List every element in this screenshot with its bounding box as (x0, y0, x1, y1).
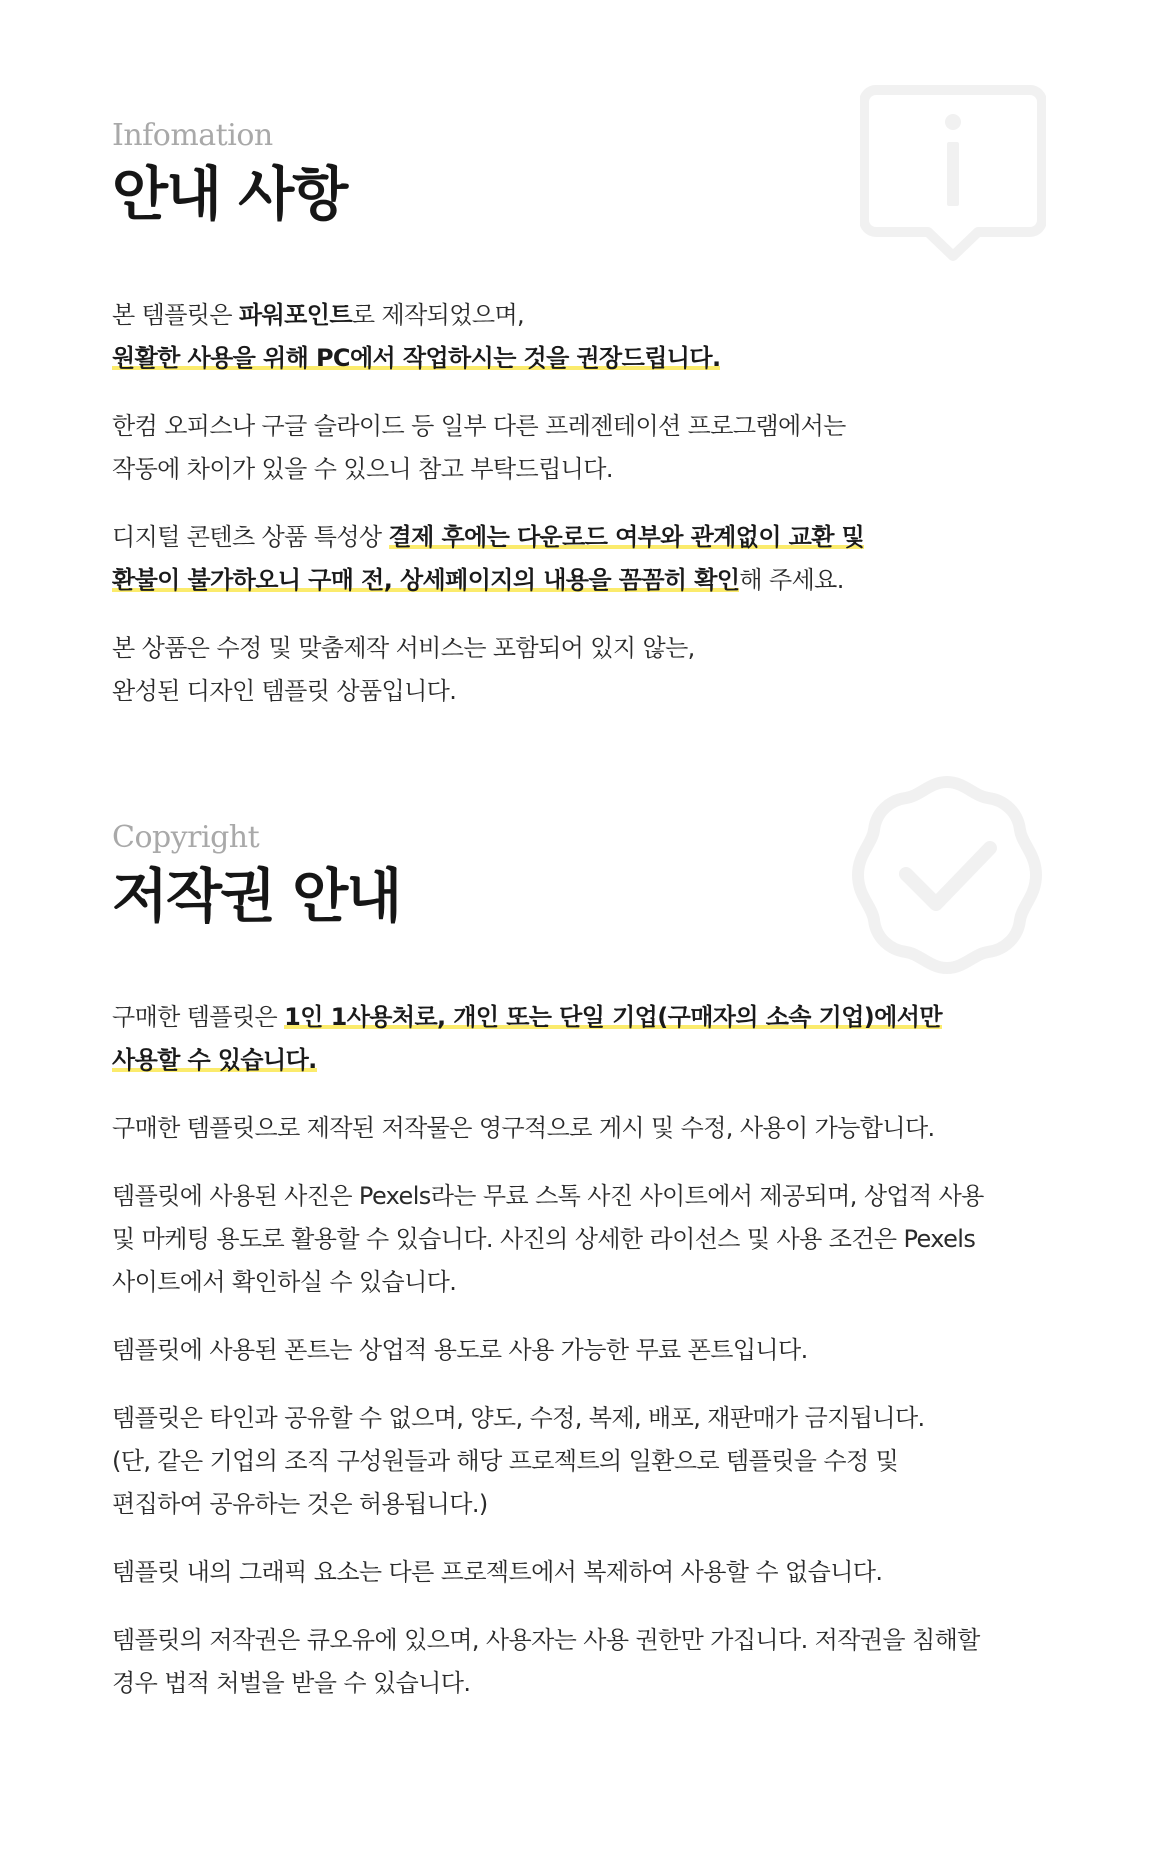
text-line: 템플릿에 사용된 사진은 Pexels라는 무료 스톡 사진 사이트에서 제공되며, 상업적 사용 (112, 1182, 984, 1210)
highlighted-text: 결제 후에는 다운로드 여부와 관계없이 교환 및 (388, 523, 865, 551)
highlighted-text: 사용할 수 있습니다. (112, 1046, 317, 1074)
copyright-title: 저작권 안내 (112, 862, 401, 930)
info-paragraph-4 (112, 627, 1072, 713)
copyright-paragraph-2 (112, 1107, 1072, 1150)
highlighted-text: 1인 1사용처로, 개인 또는 단일 기업(구매자의 소속 기업)에서만 (284, 1003, 942, 1031)
text-line: 템플릿에 사용된 폰트는 상업적 용도로 사용 가능한 무료 폰트입니다. (112, 1336, 808, 1364)
copyright-paragraph-4 (112, 1329, 1072, 1372)
text-line: 구매한 템플릿으로 제작된 저작물은 영구적으로 게시 및 수정, 사용이 가능합니다. (112, 1114, 935, 1142)
text-line: 작동에 차이가 있을 수 있으니 참고 부탁드립니다. (112, 455, 613, 483)
text-line: 경우 법적 처벌을 받을 수 있습니다. (112, 1669, 471, 1697)
info-paragraph-2 (112, 405, 1072, 491)
text-run: 디지털 콘텐츠 상품 특성상 (112, 523, 389, 551)
copyright-section (112, 820, 1072, 1730)
info-eyebrow: Infomation (112, 118, 273, 153)
copyright-paragraph-5 (112, 1397, 1072, 1526)
text-line (112, 294, 1072, 337)
text-line: (단, 같은 기업의 조직 구성원들과 해당 프로젝트의 일환으로 템플릿을 수정 및 (112, 1447, 899, 1475)
text-run: 구매한 템플릿은 (112, 1003, 285, 1031)
text-line: 본 상품은 수정 및 맞춤제작 서비스는 포함되어 있지 않는, (112, 634, 695, 662)
info-paragraph-3 (112, 516, 1072, 602)
info-paragraph-1 (112, 294, 1072, 380)
text-run: 본 템플릿은 (112, 301, 239, 329)
text-line: 사이트에서 확인하실 수 있습니다. (112, 1268, 457, 1296)
bold-text: 파워포인트 (238, 301, 352, 329)
text-line (112, 337, 1072, 380)
highlighted-text: 원활한 사용을 위해 PC에서 작업하시는 것을 권장드립니다. (112, 344, 721, 372)
copyright-paragraph-7 (112, 1619, 1072, 1705)
copyright-eyebrow: Copyright (112, 820, 260, 855)
text-line: 편집하여 공유하는 것은 허용됩니다.) (112, 1490, 488, 1518)
text-run: 해 주세요. (739, 566, 844, 594)
text-line (112, 516, 1072, 559)
info-title: 안내 사항 (112, 160, 347, 228)
text-line: 템플릿 내의 그래픽 요소는 다른 프로젝트에서 복제하여 사용할 수 없습니다. (112, 1558, 883, 1586)
copyright-paragraph-1 (112, 996, 1072, 1082)
text-run: 로 제작되었으며, (351, 301, 525, 329)
text-line (112, 559, 1072, 602)
copyright-paragraph-6 (112, 1551, 1072, 1594)
text-line: 템플릿은 타인과 공유할 수 없으며, 양도, 수정, 복제, 배포, 재판매가 금지됩니다. (112, 1404, 925, 1432)
highlighted-text: 환불이 불가하오니 구매 전, 상세페이지의 내용을 꼼꼼히 확인 (112, 566, 740, 594)
text-line: 템플릿의 저작권은 큐오유에 있으며, 사용자는 사용 권한만 가집니다. 저작권을 침해할 (112, 1626, 980, 1654)
text-line: 및 마케팅 용도로 활용할 수 있습니다. 사진의 상세한 라이선스 및 사용 조건은 Pexels (112, 1225, 976, 1253)
info-section (112, 118, 1072, 738)
text-line: 완성된 디자인 템플릿 상품입니다. (112, 677, 457, 705)
text-line (112, 996, 1072, 1039)
info-body (112, 294, 1072, 713)
text-line: 한컴 오피스나 구글 슬라이드 등 일부 다른 프레젠테이션 프로그램에서는 (112, 412, 846, 440)
copyright-body (112, 996, 1072, 1705)
copyright-paragraph-3 (112, 1175, 1072, 1304)
text-line (112, 1039, 1072, 1082)
